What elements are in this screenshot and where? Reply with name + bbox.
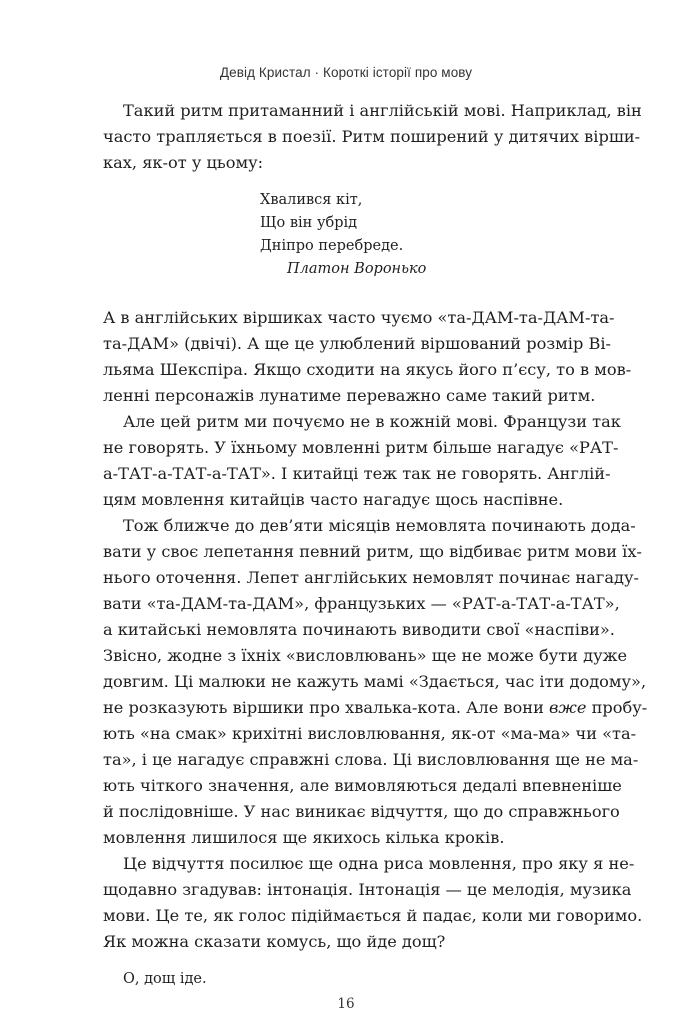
para2-line-1: Але цей ритм ми почуємо не в кожній мові. Французи так [123,412,621,431]
para1-line-2: та-ДАМ» (двічі). А ще це улюблений віршований розмір Ві- [103,334,611,353]
para3-line-4: вати «та-ДАМ-та-ДАМ», французьких — «РАТ-а-ТАТ-а-ТАТ», [103,594,620,613]
example-phrase: О, дощ іде. [123,971,207,987]
para4-line-1: Це відчуття посилює ще одна риса мовлення, про яку я не- [123,854,635,873]
para3-line-9: ють «на смак» крихітні висловлювання, як-от «ма-ма» чи «та- [103,724,637,743]
para3-line-1: Тож ближче до дев’яти місяців немовлята починають дода- [123,516,636,535]
para3-line-8 [103,695,648,721]
intro-line-3: ках, як-от у цьому: [103,153,264,172]
para3-line-8-start: не розказують віршики про хвалька-кота. Але вони [103,698,550,717]
para2-line-4: цям мовлення китайців часто нагадує щось наспівне. [103,490,564,509]
poem-line-1: Хвалився кіт, [260,192,363,208]
para3-line-11: ють чіткого значення, але вимовляються дедалі впевненіше [103,776,622,795]
para1-line-4: ленні персонажів лунатиме переважно саме такий ритм. [103,386,596,405]
para3-line-2: вати у своє лепетання певний ритм, що відбиває ритм мови їх- [103,542,642,561]
para4-line-3: мови. Це те, як голос підіймається й падає, коли ми говоримо. [103,906,643,925]
para2-line-2: не говорять. У їхньому мовленні ритм більше нагадує «РАТ- [103,438,619,457]
para1-line-1: А в англійських віршиках часто чуємо «та-ДАМ-та-ДАМ-та- [103,308,615,327]
para3-line-10: та», і це нагадує справжні слова. Ці висловлювання ще не ма- [103,750,639,769]
para3-line-5: а китайські немовлята починають виводити свої «наспіви». [103,620,615,639]
para4-line-4: Як можна сказати комусь, що йде дощ? [103,932,446,951]
intro-line-1: Такий ритм притаманний і англійській мові. Наприклад, він [123,101,642,120]
page-number: 16 [337,996,355,1012]
poem-author: Платон Воронько [287,261,427,277]
para3-line-8-end: пробу- [586,698,648,717]
para3-line-7: довгим. Ці малюки не кажуть мамі «Здається, час іти додому», [103,672,647,691]
intro-line-2: часто трапляється в поезії. Ритм поширений у дитячих вірши- [103,127,641,146]
para3-line-12: й послідовніше. У нас виникає відчуття, що до справжнього [103,802,620,821]
para4-line-2: щодавно згадував: інтонація. Інтонація — це мелодія, музика [103,880,632,899]
para3-emphasis: вже [549,698,587,717]
para2-line-3: а-ТАТ-а-ТАТ-а-ТАТ». І китайці теж так не говорять. Англій- [103,464,611,483]
para3-line-6: Звісно, жодне з їхніх «висловлювань» ще не може бути дуже [103,646,628,665]
poem-line-2: Що він убрід [260,215,358,231]
poem-line-3: Дніпро перебреде. [260,238,404,254]
para3-line-13: мовлення лишилося ще якихось кілька кроків. [103,828,505,847]
para1-line-3: льяма Шекспіра. Якщо сходити на якусь його п’єсу, то в мов- [103,360,632,379]
running-header: Девід Кристал · Короткі історії про мову [219,65,473,80]
para3-line-3: нього оточення. Лепет англійських немовлят починає нагаду- [103,568,639,587]
